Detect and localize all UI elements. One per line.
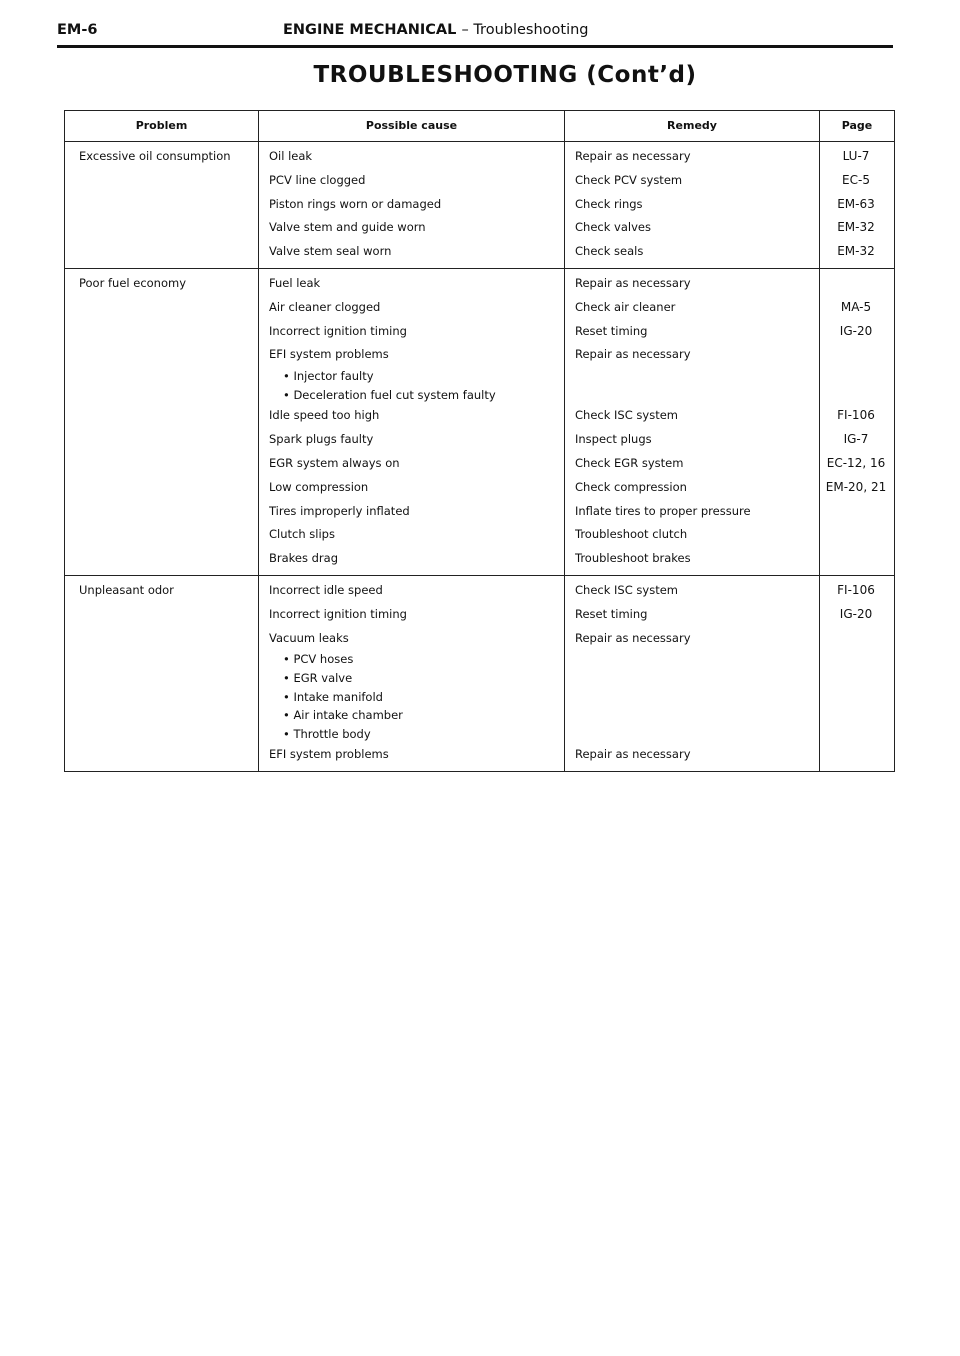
remedy-cell: [565, 142, 820, 269]
remedy-item: [575, 386, 815, 405]
page-ref: [820, 669, 892, 688]
cause-item: Idle speed too high: [269, 408, 380, 423]
page-ref: [820, 523, 892, 547]
cause-item: EFI system problems: [269, 347, 389, 362]
column-header-remedy: Remedy: [565, 111, 820, 142]
page-ref: [820, 272, 892, 296]
page-ref: [820, 688, 892, 707]
page-ref: LU-7: [842, 149, 870, 163]
page-ref: [820, 367, 892, 386]
page-header: [57, 18, 893, 44]
remedy-item: [575, 706, 815, 725]
cause-item: Valve stem seal worn: [269, 244, 392, 259]
table-header-row: [65, 111, 895, 142]
remedy-item: Repair as necessary: [575, 149, 691, 163]
cause-item: Spark plugs faulty: [269, 432, 374, 447]
problem-cell: [65, 142, 259, 269]
remedy-item: [575, 650, 815, 669]
remedy-item: Check air cleaner: [575, 299, 676, 314]
remedy-item: Repair as necessary: [575, 347, 691, 362]
cause-item: Air cleaner clogged: [269, 299, 381, 314]
page-cell: [820, 142, 895, 269]
problem-label: Unpleasant odor: [79, 582, 174, 597]
remedy-item: Check ISC system: [575, 408, 678, 423]
page-ref: EM-32: [837, 244, 875, 259]
page-ref: [820, 343, 892, 367]
page-ref: EM-32: [837, 220, 875, 235]
remedy-item: [575, 669, 815, 688]
header-rule: [57, 45, 893, 48]
cause-item: • PCV hoses: [283, 652, 354, 667]
page-ref: [820, 500, 892, 524]
section-title: [283, 22, 589, 38]
table-row: [65, 575, 895, 771]
cause-cell: [259, 268, 565, 575]
cause-item: • Deceleration fuel cut system faulty: [283, 387, 496, 402]
cause-item: Vacuum leaks: [269, 630, 349, 645]
page-ref: FI-106: [837, 408, 875, 423]
page-ref: [820, 547, 892, 571]
page-ref: EM-63: [837, 196, 875, 211]
troubleshooting-table: [64, 110, 895, 772]
remedy-item: Inflate tires to proper pressure: [575, 503, 751, 518]
remedy-item: Check ISC system: [575, 582, 678, 597]
page-ref: [820, 706, 892, 725]
remedy-item: Repair as necessary: [575, 630, 691, 645]
remedy-item: Check valves: [575, 220, 651, 235]
page-ref: [820, 650, 892, 669]
page-ref: MA-5: [840, 299, 872, 314]
page-cell: [820, 575, 895, 771]
cause-item: • Air intake chamber: [283, 708, 403, 723]
remedy-item: Reset timing: [575, 323, 648, 338]
table-row: [65, 142, 895, 269]
cause-item: Incorrect idle speed: [269, 582, 383, 597]
cause-item: Fuel leak: [269, 275, 321, 290]
cause-item: • Throttle body: [283, 726, 371, 741]
problem-cell: [65, 575, 259, 771]
cause-item: Oil leak: [269, 149, 313, 163]
remedy-item: [575, 367, 815, 386]
page-cell: [820, 268, 895, 575]
cause-item: • Intake manifold: [283, 689, 383, 704]
cause-cell: [259, 575, 565, 771]
page-ref: [820, 725, 892, 744]
page-title: TROUBLESHOOTING (Cont’d): [313, 62, 697, 88]
table-body: [65, 142, 895, 772]
cause-item: Tires improperly inflated: [269, 503, 410, 518]
remedy-item: Inspect plugs: [575, 432, 652, 447]
cause-item: Valve stem and guide worn: [269, 220, 426, 235]
problem-cell: [65, 268, 259, 575]
section-name: ENGINE MECHANICAL: [283, 22, 457, 38]
remedy-item: Repair as necessary: [575, 747, 691, 762]
subsection-name: – Troubleshooting: [461, 22, 589, 38]
page-ref: IG-20: [839, 323, 873, 338]
remedy-item: Check rings: [575, 196, 643, 211]
remedy-item: Reset timing: [575, 606, 648, 621]
cause-item: Low compression: [269, 479, 369, 494]
remedy-item: [575, 688, 815, 707]
cause-item: Incorrect ignition timing: [269, 323, 407, 338]
cause-item: Clutch slips: [269, 527, 335, 542]
remedy-item: Check EGR system: [575, 455, 684, 470]
page-ref: [820, 386, 892, 405]
page-ref: [820, 627, 892, 651]
cause-item: Incorrect ignition timing: [269, 606, 407, 621]
remedy-cell: [565, 575, 820, 771]
page-ref: EC-12, 16: [826, 455, 886, 470]
remedy-cell: [565, 268, 820, 575]
page-ref: IG-20: [839, 606, 873, 621]
page-code: EM-6: [57, 22, 98, 38]
remedy-item: Check compression: [575, 479, 687, 494]
page-ref: FI-106: [837, 582, 875, 597]
remedy-item: Check seals: [575, 244, 644, 259]
cause-item: Piston rings worn or damaged: [269, 196, 442, 211]
column-header-page: Page: [820, 111, 895, 142]
remedy-item: Troubleshoot clutch: [575, 527, 688, 542]
remedy-item: Repair as necessary: [575, 275, 691, 290]
cause-item: • EGR valve: [283, 670, 353, 685]
cause-item: Brakes drag: [269, 551, 339, 566]
cause-cell: [259, 142, 565, 269]
remedy-item: [575, 725, 815, 744]
page-ref: IG-7: [843, 432, 869, 447]
cause-item: EGR system always on: [269, 455, 400, 470]
page-ref: EC-5: [842, 172, 870, 187]
page-ref: [820, 743, 892, 767]
problem-label: Poor fuel economy: [79, 275, 187, 290]
problem-label: Excessive oil consumption: [79, 149, 231, 163]
table-row: [65, 268, 895, 575]
cause-item: EFI system problems: [269, 747, 389, 762]
column-header-possible-cause: Possible cause: [259, 111, 565, 142]
cause-item: PCV line clogged: [269, 172, 366, 187]
cause-item: • Injector faulty: [283, 369, 374, 384]
remedy-item: Check PCV system: [575, 172, 683, 187]
remedy-item: Troubleshoot brakes: [575, 551, 691, 566]
column-header-problem: Problem: [65, 111, 259, 142]
page-ref: EM-20, 21: [825, 479, 887, 494]
